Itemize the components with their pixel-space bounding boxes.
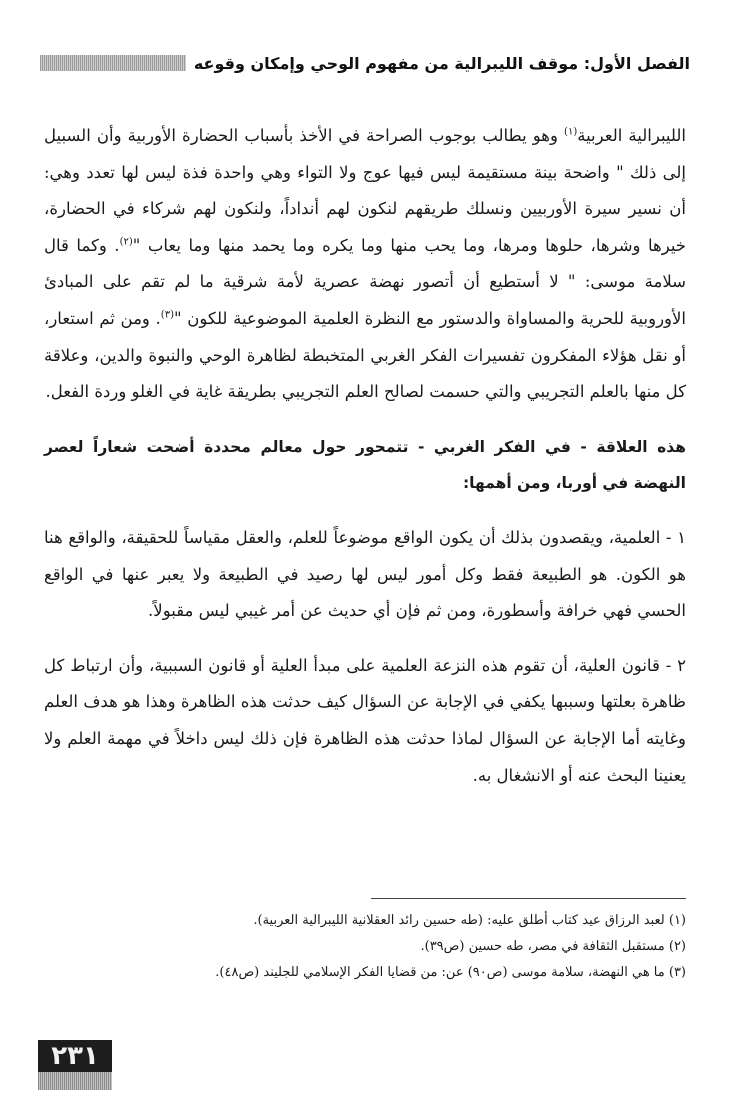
page-number: ٢٣١: [38, 1040, 112, 1072]
footnote-2: (٢) مستقبل الثقافة في مصر، طه حسين (ص٣٩).: [420, 939, 686, 954]
paragraph-1-part-b: وهو يطالب بوجوب الصراحة في الأخذ بأسباب الحضارة الأوربية وأن السبيل إلى ذلك " واضحة بينة مستقيمة ليس فيها عوج ولا التواء وهي واحدة فذة ليس لها تعدد وهي: أن نسير سيرة الأوربيين ونسلك طريقهم لنكون لهم أنداداً، ولنكون لهم شركاء في الحضارة، خيرها وشرها، حلوها ومرها، وما يحب منها وما يكره وما يحمد منها وما يعاب ": [44, 126, 687, 255]
paragraph-1: [44, 118, 686, 411]
paragraph-2-bold: هذه العلاقة - في الفكر الغربي - تتمحور حول معالم محددة أضحت شعاراً لعصر النهضة في أوربا، ومن أهمها:: [44, 437, 686, 493]
footnotes: [44, 908, 686, 986]
footnote-ref-3: (٣): [160, 309, 174, 321]
footnote-1: (١) لعبد الرزاق عيد كتاب أطلق عليه: (طه حسين رائد العقلانية الليبرالية العربية).: [253, 913, 686, 928]
footnote-ref-2: (٢): [119, 236, 133, 248]
header-ornament-bar: [40, 55, 186, 71]
footnote-ref-1: (١): [564, 126, 578, 138]
main-text: [44, 118, 686, 794]
chapter-title: الفصل الأول: موقف الليبرالية من مفهوم الوحي وإمكان وقوعه: [193, 53, 690, 73]
running-header: [40, 50, 690, 76]
footnote-separator: [371, 898, 686, 899]
paragraph-1-part-d: . ومن ثم استعار، أو نقل هؤلاء المفكرون تفسيرات الفكر الغربي المتخبطة لظاهرة الوحي والنبوة والدين، وعلاقة كل منها بالعلم التجريبي والتي حسمت لصالح العلم التجريبي بطريقة غاية في الغلو وردة الفعل.: [44, 308, 686, 402]
paragraph-1-part-a: الليبرالية العربية: [577, 126, 686, 145]
paragraph-4: ٢ - قانون العلية، أن تقوم هذه النزعة العلمية على مبدأ العلية أو قانون السببية، وأن ارتباط كل ظاهرة بعلتها وسببها يكفي في الإجابة عن السؤال كيف حدثت هذه الظاهرة وهذا هو هدف العلم وغايته أما الإجابة عن السؤال لماذا حدثت هذه الظاهرة فإن ذلك ليس داخلاً في مهمة العلم ولا يعنينا البحث عنه أو الانشغال به.: [44, 655, 686, 785]
paragraph-1-part-c: . وكما قال سلامة موسى: " لا أستطيع أن أتصور نهضة عصرية لأمة شرقية ما لم تقم على المبادئ الأوروبية للحرية والمساواة والدستور مع النظرة العلمية الموضوعية للكون ": [44, 235, 686, 328]
page-number-ornament: [38, 1072, 112, 1090]
footnote-3: (٣) ما هي النهضة، سلامة موسى (ص٩٠) عن: من قضايا الفكر الإسلامي للجليند (ص٤٨).: [215, 965, 686, 980]
paragraph-3: ١ - العلمية، ويقصدون بذلك أن يكون الواقع موضوعاً للعلم، والعقل مقياساً للحقيقة، والواقع هنا هو الكون. هو الطبيعة فقط وكل أمور ليس لها رصيد في الطبيعة ولا يعبر عنها في الواقع الحسي فهي خرافة وأسطورة، ومن ثم فإن أي حديث عن أمر غيبي ليس مقبولاً.: [44, 527, 686, 621]
